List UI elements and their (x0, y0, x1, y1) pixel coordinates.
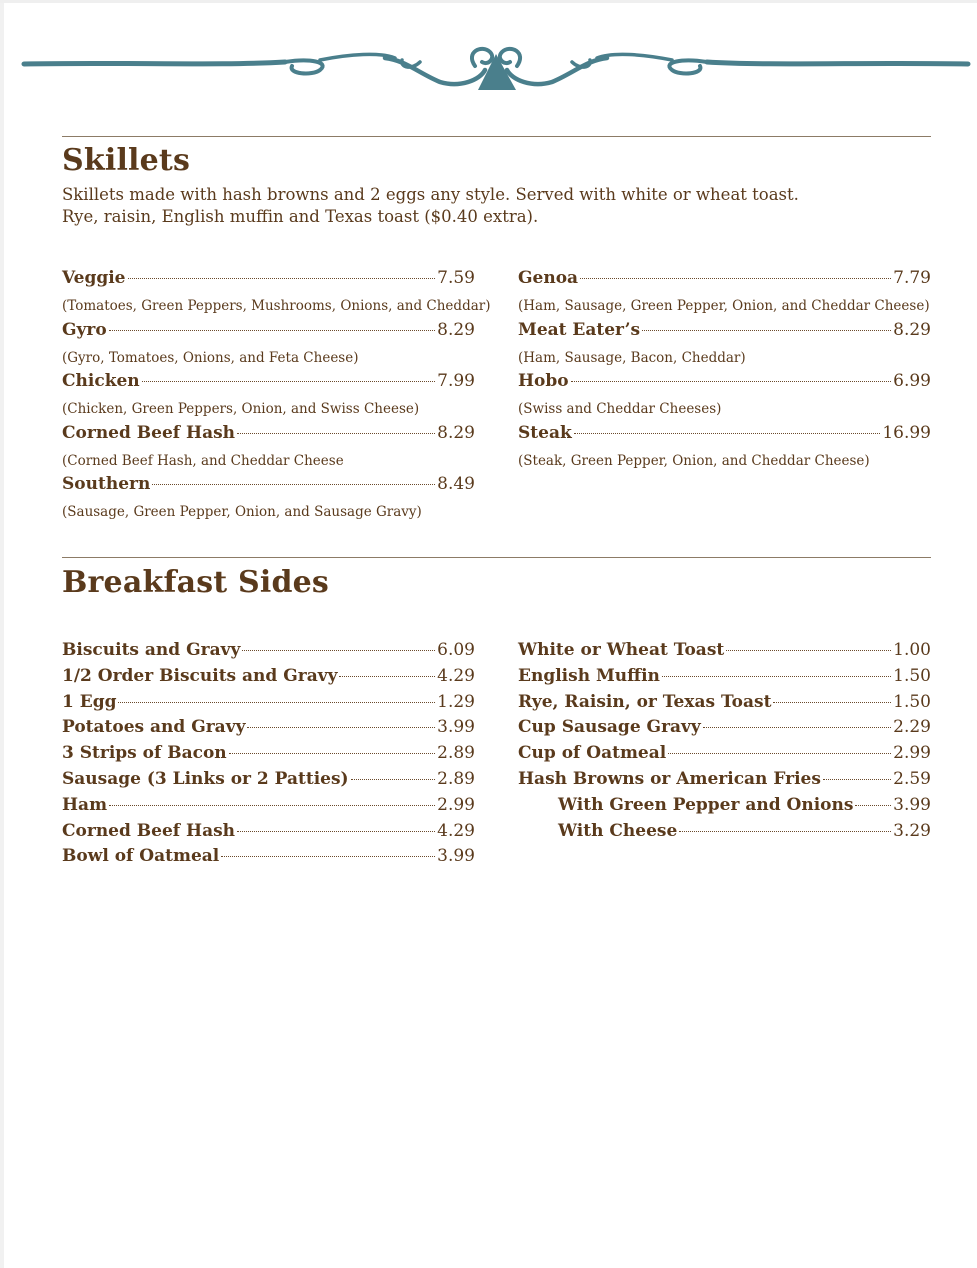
skillets-right-column (518, 268, 931, 474)
item-price: 1.50 (893, 691, 931, 712)
item-name: 1 Egg (62, 691, 117, 712)
menu-item (518, 320, 931, 372)
item-name: White or Wheat Toast (518, 640, 725, 660)
item-name: With Cheese (558, 820, 678, 841)
skillets-left-column (62, 268, 491, 526)
item-name: Sausage (3 Links or 2 Patties) (62, 768, 349, 789)
item-name: Gyro (62, 319, 107, 340)
item-description: (Chicken, Green Peppers, Onion, and Swiss Cheese) (62, 401, 420, 417)
item-name: Corned Beef Hash (62, 820, 236, 841)
menu-item (62, 320, 475, 372)
dot-leader (237, 831, 435, 832)
item-price: 16.99 (882, 422, 931, 443)
item-name: Meat Eater’s (518, 319, 641, 340)
item-price: 3.29 (893, 820, 931, 841)
menu-item (62, 268, 491, 320)
dot-leader (580, 278, 891, 279)
list-item (62, 769, 475, 795)
item-price: 2.89 (437, 768, 475, 789)
dot-leader (229, 753, 435, 754)
dot-leader (823, 779, 891, 780)
item-name: Hash Browns or American Fries (518, 768, 821, 789)
item-price: 8.49 (437, 474, 475, 494)
item-price: 3.99 (437, 846, 475, 867)
item-price: 7.99 (437, 371, 475, 391)
item-name: Corned Beef Hash (62, 422, 236, 443)
item-description: (Corned Beef Hash, and Cheddar Cheese (62, 452, 344, 469)
list-item (62, 666, 475, 692)
item-description: (Swiss and Cheddar Cheeses) (518, 401, 722, 417)
dot-leader (773, 702, 891, 703)
item-name: Genoa (518, 268, 579, 288)
item-price: 8.29 (437, 319, 475, 340)
skillets-top-rule (62, 136, 931, 137)
item-name: Ham (62, 794, 108, 815)
item-price: 4.29 (437, 820, 475, 841)
list-item (518, 795, 931, 821)
item-description: (Tomatoes, Green Peppers, Mushrooms, Onions, and Cheddar) (62, 298, 491, 314)
item-price: 3.99 (893, 794, 931, 815)
list-item (518, 769, 931, 795)
dot-leader (668, 753, 891, 754)
item-description: (Ham, Sausage, Bacon, Cheddar) (518, 349, 746, 366)
item-name: Bowl of Oatmeal (62, 846, 220, 867)
item-price: 8.29 (437, 422, 475, 443)
list-item (518, 666, 931, 692)
item-price: 7.59 (437, 268, 475, 288)
sides-right-column (518, 640, 931, 846)
list-item (62, 692, 475, 718)
dot-leader (237, 433, 435, 434)
item-name: Rye, Raisin, or Texas Toast (518, 691, 772, 712)
item-name: English Muffin (518, 665, 660, 686)
item-name: Chicken (62, 371, 140, 391)
dot-leader (221, 856, 435, 857)
item-description: (Sausage, Green Pepper, Onion, and Sausage Gravy) (62, 504, 422, 520)
list-item (518, 743, 931, 769)
dot-leader (118, 702, 435, 703)
item-price: 2.99 (893, 743, 931, 764)
item-description: (Gyro, Tomatoes, Onions, and Feta Cheese) (62, 349, 359, 366)
item-name: 1/2 Order Biscuits and Gravy (62, 665, 338, 686)
dot-leader (703, 727, 891, 728)
item-name: With Green Pepper and Onions (558, 794, 854, 815)
list-item (62, 821, 475, 847)
dot-leader (142, 381, 435, 382)
item-description: (Ham, Sausage, Green Pepper, Onion, and Cheddar Cheese) (518, 298, 930, 314)
dot-leader (247, 727, 435, 728)
list-item (62, 743, 475, 769)
item-price: 3.99 (437, 717, 475, 738)
item-description: (Steak, Green Pepper, Onion, and Cheddar Cheese) (518, 452, 870, 469)
item-name: 3 Strips of Bacon (62, 743, 227, 764)
list-item (518, 821, 931, 847)
item-name: Steak (518, 422, 572, 443)
item-price: 4.29 (437, 665, 475, 686)
list-item (62, 795, 475, 821)
list-item (62, 846, 475, 872)
item-name: Hobo (518, 371, 569, 391)
dot-leader (242, 650, 435, 651)
skillets-description (62, 184, 799, 228)
list-item (518, 640, 931, 666)
item-price: 6.99 (893, 371, 931, 391)
dot-leader (574, 433, 881, 434)
dot-leader (339, 676, 435, 677)
item-price: 1.50 (893, 665, 931, 686)
menu-item (518, 371, 931, 423)
menu-item (518, 423, 931, 475)
dot-leader (128, 278, 436, 279)
menu-item (62, 423, 475, 475)
sides-top-rule (62, 557, 931, 558)
item-price: 2.89 (437, 743, 475, 764)
sides-left-column (62, 640, 475, 872)
item-price: 1.00 (893, 640, 931, 660)
dot-leader (662, 676, 891, 677)
item-name: Southern (62, 474, 151, 494)
skillets-description-line-1: Skillets made with hash browns and 2 eggs any style. Served with white or wheat toast. (62, 185, 799, 204)
scroll-flourish-ornament-icon (20, 40, 972, 100)
dot-leader (679, 831, 891, 832)
dot-leader (152, 484, 435, 485)
item-name: Cup of Oatmeal (518, 743, 667, 764)
item-price: 2.29 (893, 717, 931, 738)
item-name: Potatoes and Gravy (62, 717, 246, 738)
item-name: Cup Sausage Gravy (518, 717, 701, 738)
menu-item (62, 474, 475, 526)
sides-title: Breakfast Sides (62, 565, 330, 600)
item-price: 7.79 (893, 268, 931, 288)
dot-leader (351, 779, 436, 780)
dot-leader (642, 330, 891, 331)
item-price: 8.29 (893, 319, 931, 340)
item-name: Veggie (62, 268, 126, 288)
page-edge (0, 0, 4, 1268)
page-top-edge (0, 0, 977, 3)
dot-leader (726, 650, 891, 651)
item-name: Biscuits and Gravy (62, 640, 241, 660)
skillets-description-line-2: Rye, raisin, English muffin and Texas toast ($0.40 extra). (62, 207, 539, 226)
dot-leader (109, 330, 435, 331)
list-item (518, 692, 931, 718)
menu-item (518, 268, 931, 320)
item-price: 2.59 (893, 768, 931, 789)
menu-item (62, 371, 475, 423)
list-item (62, 717, 475, 743)
item-price: 1.29 (437, 691, 475, 712)
list-item (518, 717, 931, 743)
dot-leader (109, 805, 435, 806)
item-price: 2.99 (437, 794, 475, 815)
dot-leader (855, 805, 891, 806)
dot-leader (571, 381, 892, 382)
list-item (62, 640, 475, 666)
skillets-title: Skillets (62, 143, 191, 178)
item-price: 6.09 (437, 640, 475, 660)
